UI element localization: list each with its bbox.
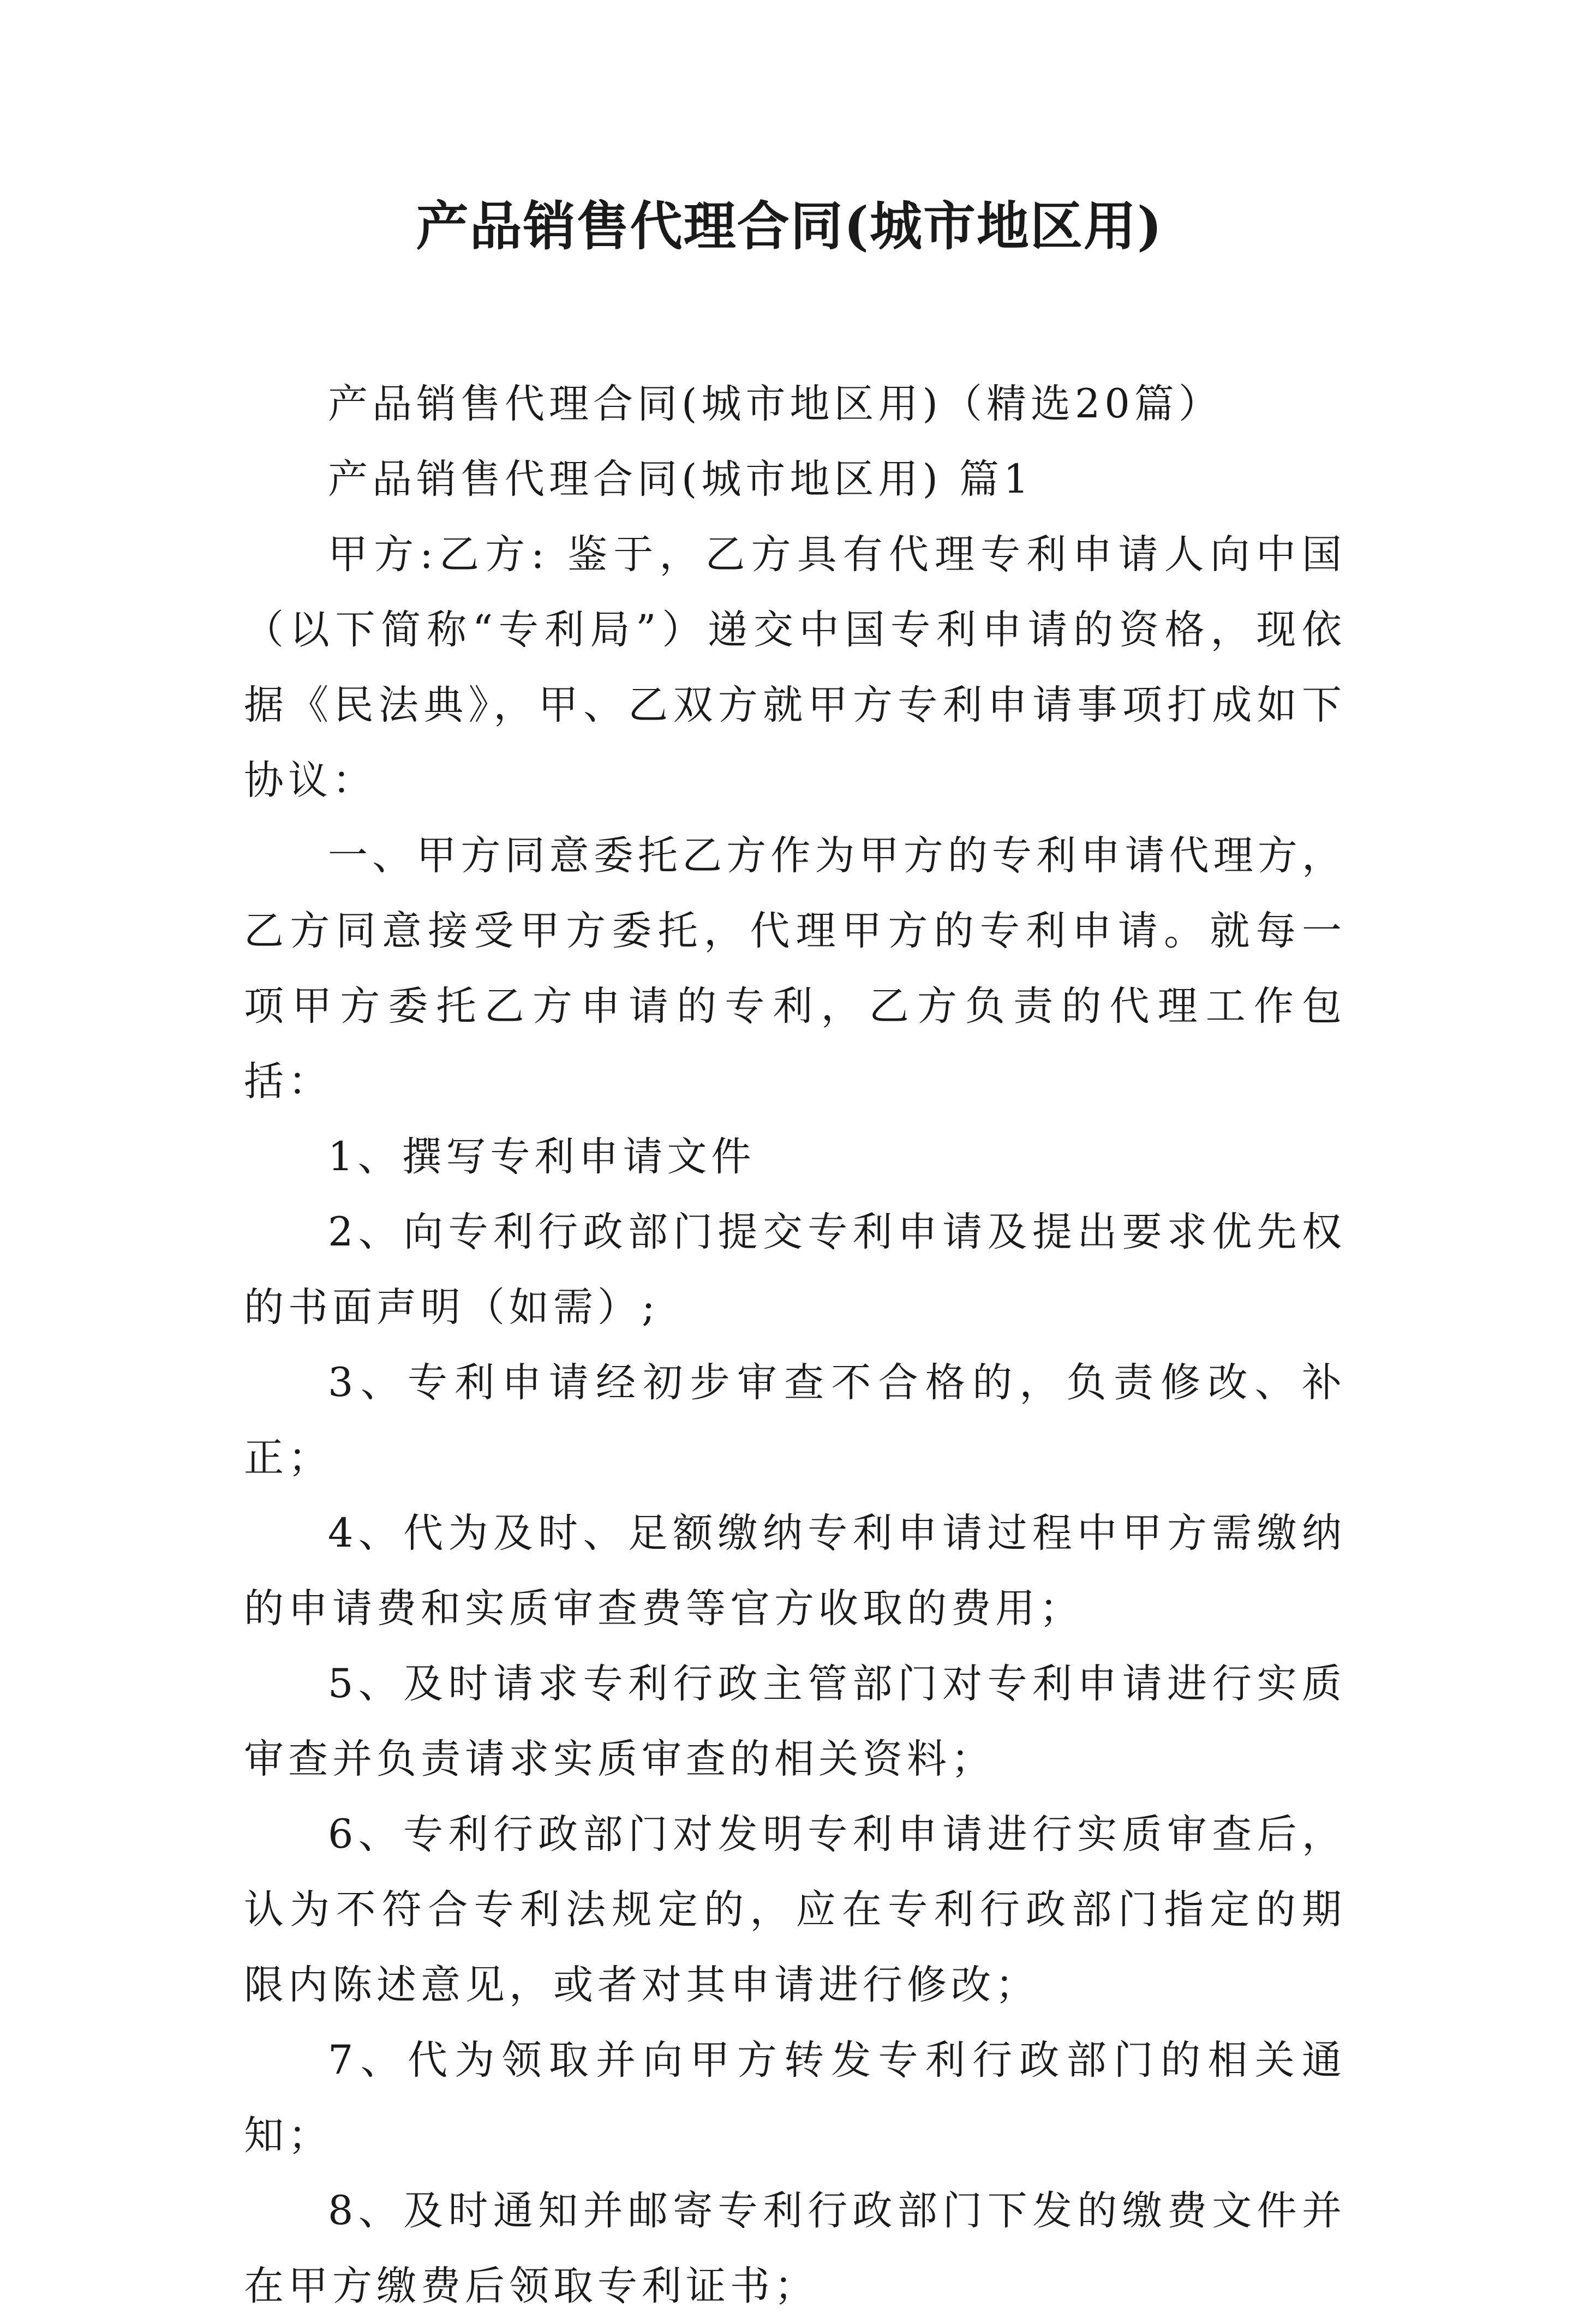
paragraph-item-1: 1、撰写专利申请文件 (328, 1134, 756, 1180)
paragraph-subtitle: 产品销售代理合同(城市地区用)（精选20篇） (328, 381, 1223, 427)
document-title: 产品销售代理合同(城市地区用) (416, 195, 1163, 257)
paragraph-section-heading: 产品销售代理合同(城市地区用) 篇1 (328, 456, 1033, 502)
paragraph-item-7: 7、代为领取并向甲方转发专利行政部门的相关通知； (244, 2037, 1346, 2159)
paragraph-item-3: 3、专利申请经初步审查不合格的，负责修改、补正； (244, 1359, 1346, 1481)
paragraph-item-6: 6、专利行政部门对发明专利申请进行实质审查后，认为不符合专利法规定的，应在专利行政部门指定的期限内陈述意见，或者对其申请进行修改； (244, 1811, 1346, 2008)
paragraph-preamble: 甲方:乙方: 鉴于，乙方具有代理专利申请人向中国（以下简称“专利局”）递交中国专利申请的资格，现依据《民法典》，甲、乙双方就甲方专利申请事项打成如下协议： (244, 531, 1346, 804)
paragraph-clause-1: 一、甲方同意委托乙方作为甲方的专利申请代理方，乙方同意接受甲方委托，代理甲方的专利申请。就每一项甲方委托乙方申请的专利，乙方负责的代理工作包括： (244, 832, 1346, 1105)
paragraph-item-2: 2、向专利行政部门提交专利申请及提出要求优先权的书面声明（如需）; (244, 1209, 1346, 1331)
paragraph-item-4: 4、代为及时、足额缴纳专利申请过程中甲方需缴纳的申请费和实质审查费等官方收取的费用； (244, 1510, 1346, 1632)
paragraph-item-5: 5、及时请求专利行政主管部门对专利申请进行实质审查并负责请求实质审查的相关资料； (244, 1661, 1346, 1782)
document-body (244, 367, 1346, 2324)
paragraph-item-8: 8、及时通知并邮寄专利行政部门下发的缴费文件并在甲方缴费后领取专利证书； (244, 2188, 1346, 2309)
